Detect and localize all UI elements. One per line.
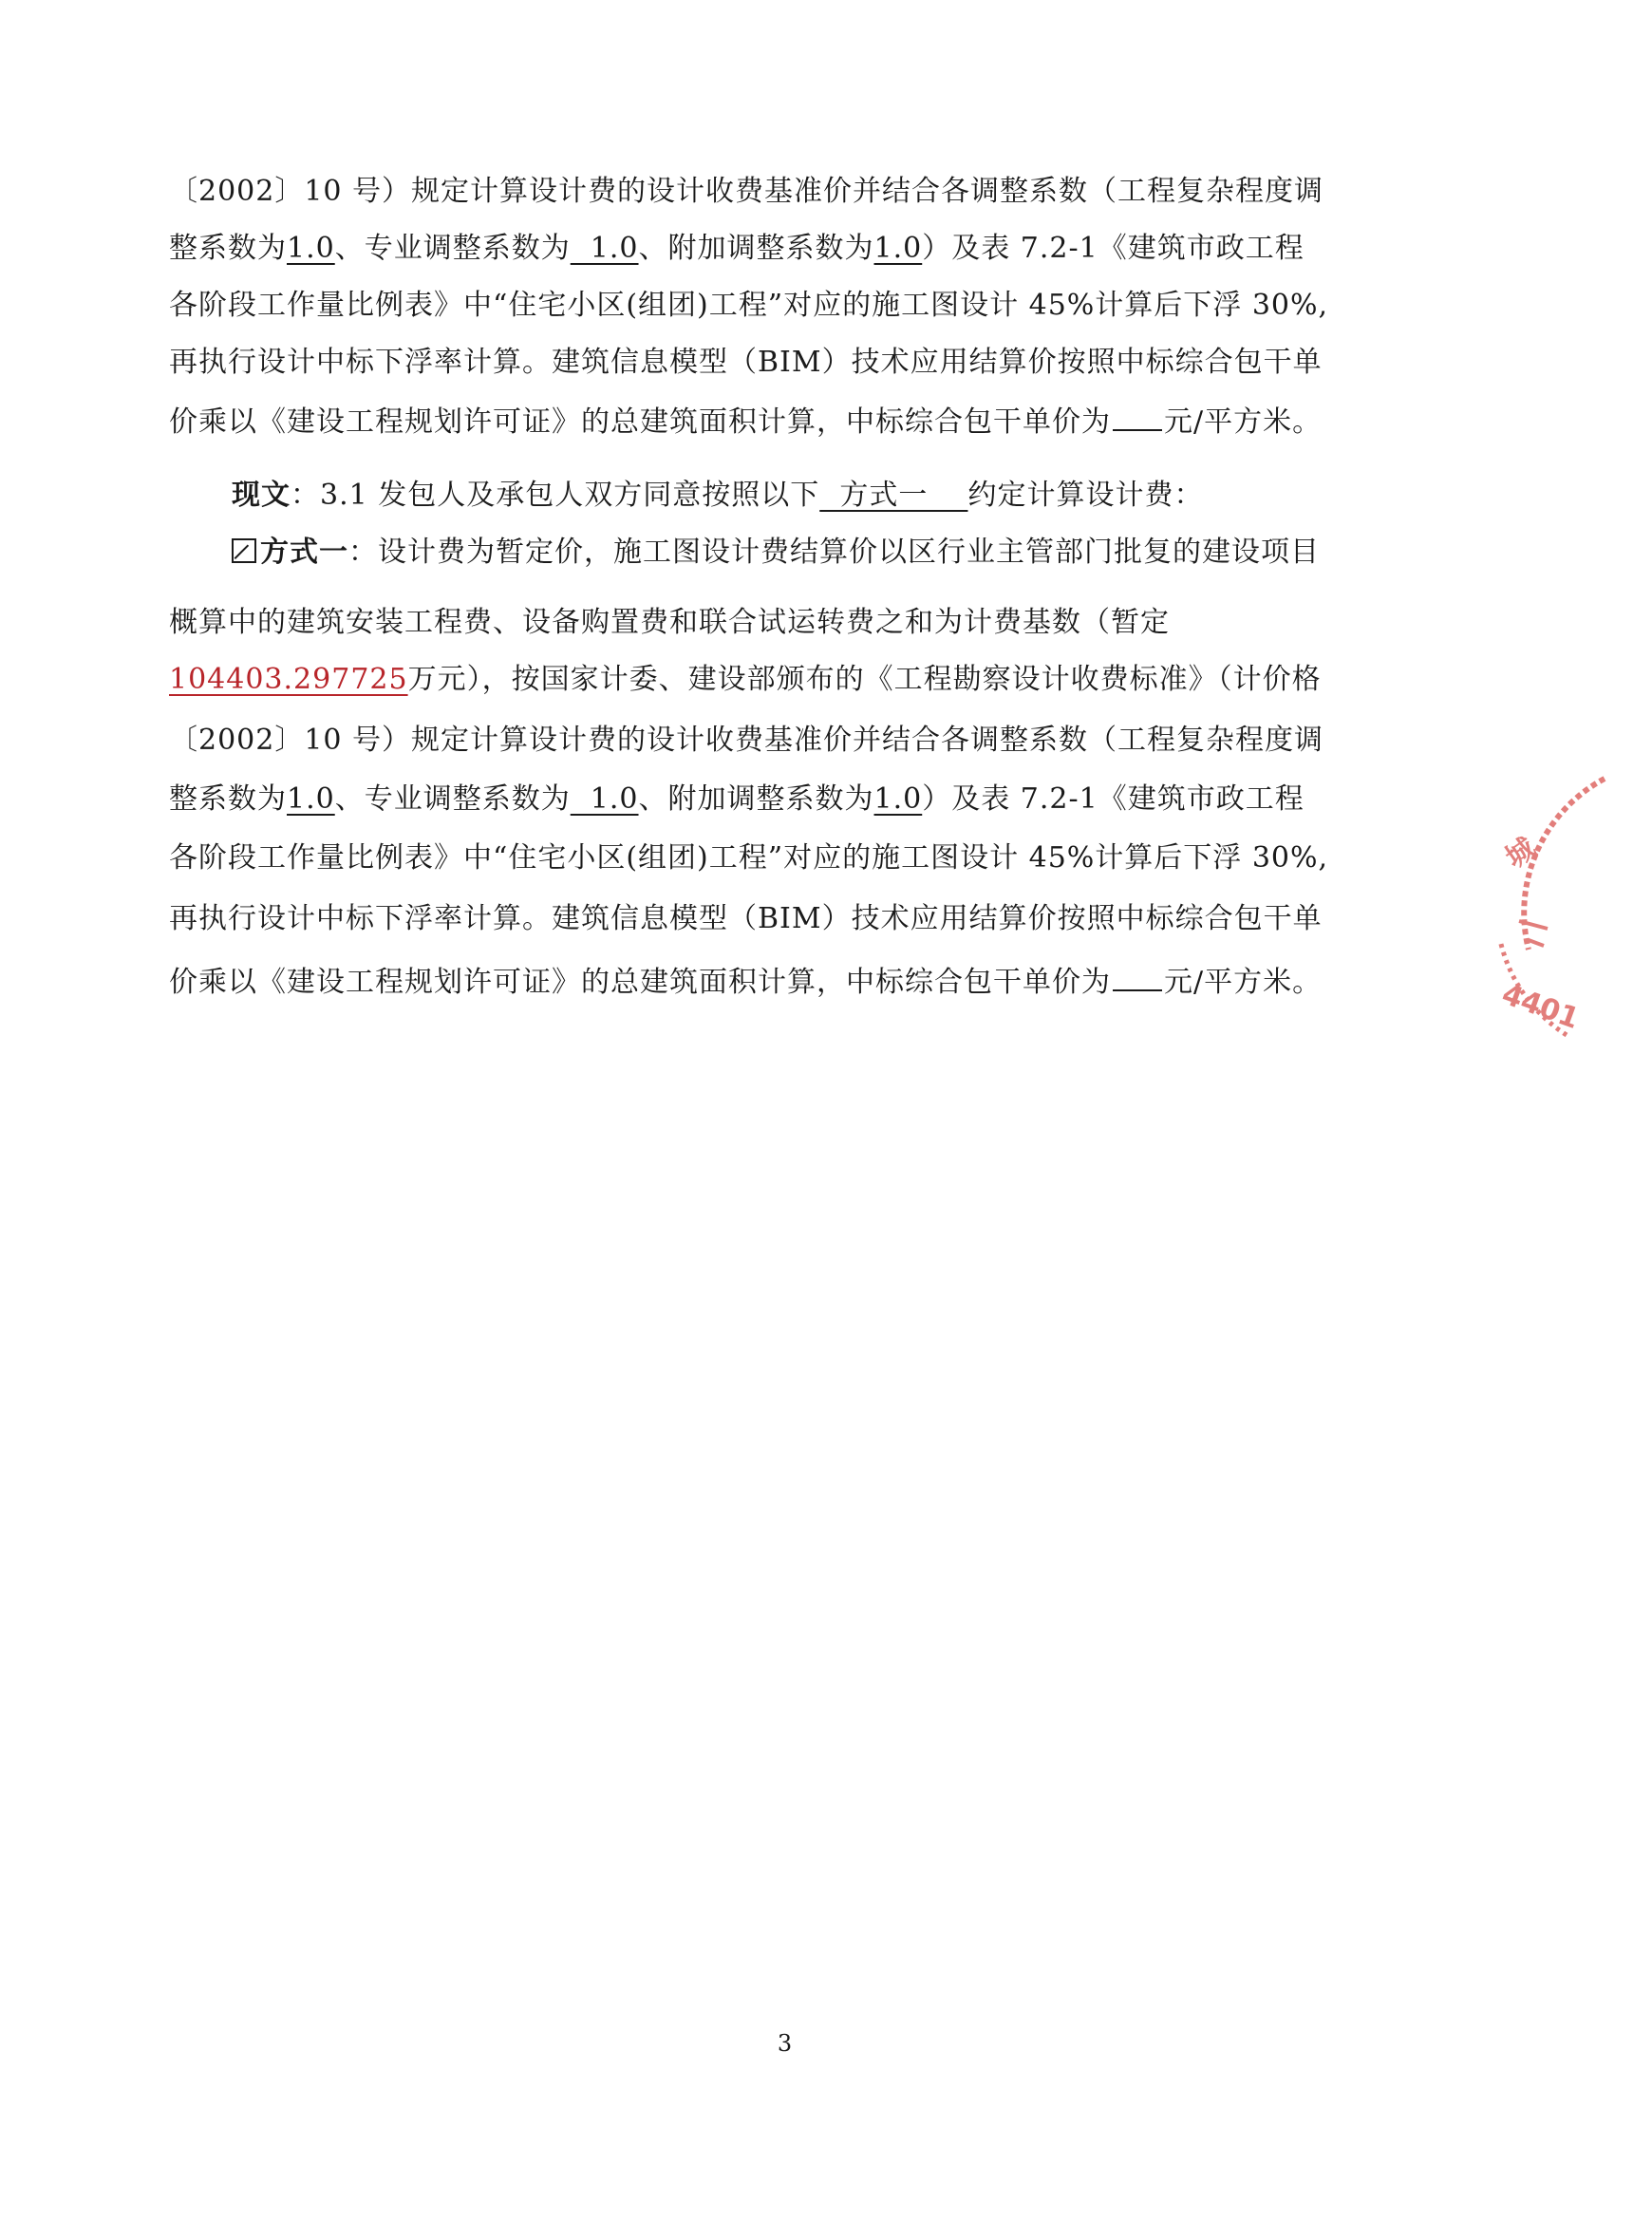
old-text-line-2a: 整系数为 (169, 232, 287, 265)
option-complexity-coefficient: 1.0 (287, 782, 335, 816)
old-text-line-2d: ）及表 7.2-1《建筑市政工程 (922, 232, 1305, 265)
option-line-1-content: ：设计费为暂定价，施工图设计费结算价以区行业主管部门批复的建设项目 (348, 536, 1320, 569)
option-line-4 (169, 722, 1394, 760)
old-text-line-1 (169, 173, 1394, 211)
option-line-5b: 、专业调整系数为 (334, 782, 571, 816)
old-text-line-4 (169, 344, 1394, 382)
old-text-line-2b: 、专业调整系数为 (334, 232, 571, 265)
old-professional-coefficient: 1.0 (570, 232, 639, 265)
option-line-8a: 价乘以《建设工程规划许可证》的总建筑面积计算，中标综合包干单价为 (169, 966, 1111, 999)
option-line-3-content: 万元），按国家计委、建设部颁布的《工程勘察设计收费标准》（计价格 (407, 663, 1322, 696)
old-text-line-3 (169, 287, 1394, 325)
option-line-8b: 元/平方米。 (1164, 966, 1323, 999)
checked-checkbox-icon (232, 538, 256, 563)
option-label: 方式一 (260, 536, 348, 569)
new-text-heading (232, 477, 1456, 515)
option-line-3 (169, 661, 1394, 699)
option-line-2 (169, 604, 1394, 642)
old-text-line-1-content: 〔2002〕10 号）规定计算设计费的设计收费基准价并结合各调整系数（工程复杂程度调 (169, 175, 1324, 208)
new-text-heading-b: 约定计算设计费： (967, 479, 1204, 512)
old-text-line-4-content: 再执行设计中标下浮率计算。建筑信息模型（BIM）技术应用结算价按照中标综合包干单 (169, 346, 1323, 379)
option-line-6-content: 各阶段工作量比例表》中“住宅小区(组团)工程”对应的施工图设计 45%计算后下浮 30%, (169, 841, 1329, 875)
estimated-fee-base-amount: 104403.297725 (169, 663, 408, 696)
option-professional-coefficient: 1.0 (570, 782, 639, 816)
option-line-5d: ）及表 7.2-1《建筑市政工程 (922, 782, 1305, 816)
old-additional-coefficient: 1.0 (873, 232, 923, 265)
option-line-4-content: 〔2002〕10 号）规定计算设计费的设计收费基准价并结合各调整系数（工程复杂程度调 (169, 724, 1324, 757)
option-line-2-content: 概算中的建筑安装工程费、设备购置费和联合试运转费之和为计费基数（暂定 (169, 606, 1170, 639)
old-text-line-5 (169, 401, 1394, 442)
old-text-line-5a: 价乘以《建设工程规划许可证》的总建筑面积计算，中标综合包干单价为 (169, 405, 1111, 439)
option-line-5a: 整系数为 (169, 782, 287, 816)
option-line-5c: 、附加调整系数为 (638, 782, 874, 816)
option-line-8 (169, 961, 1394, 1002)
option-line-5 (169, 781, 1394, 819)
selected-method: 方式一 (819, 479, 968, 512)
old-unit-price-blank (1113, 401, 1162, 431)
new-text-label: 现文 (232, 479, 291, 512)
old-complexity-coefficient: 1.0 (287, 232, 335, 265)
seal-character: 城 (1499, 831, 1543, 875)
option-line-7-content: 再执行设计中标下浮率计算。建筑信息模型（BIM）技术应用结算价按照中标综合包干单 (169, 902, 1323, 935)
red-seal-stamp (1462, 760, 1652, 1082)
new-text-heading-a: ：3.1 发包人及承包人双方同意按照以下 (291, 479, 820, 512)
old-text-line-2 (169, 230, 1394, 268)
seal-code: 4401 (1497, 977, 1584, 1037)
old-text-line-3-content: 各阶段工作量比例表》中“住宅小区(组团)工程”对应的施工图设计 45%计算后下浮 30%, (169, 289, 1329, 322)
old-text-line-2c: 、附加调整系数为 (638, 232, 874, 265)
old-text-line-5b: 元/平方米。 (1164, 405, 1323, 439)
option-line-6 (169, 839, 1394, 877)
option-unit-price-blank (1113, 961, 1162, 991)
option-line-7 (169, 900, 1394, 938)
option-line-1 (232, 534, 1456, 572)
page-number: 3 (777, 2030, 793, 2057)
option-additional-coefficient: 1.0 (873, 782, 923, 816)
